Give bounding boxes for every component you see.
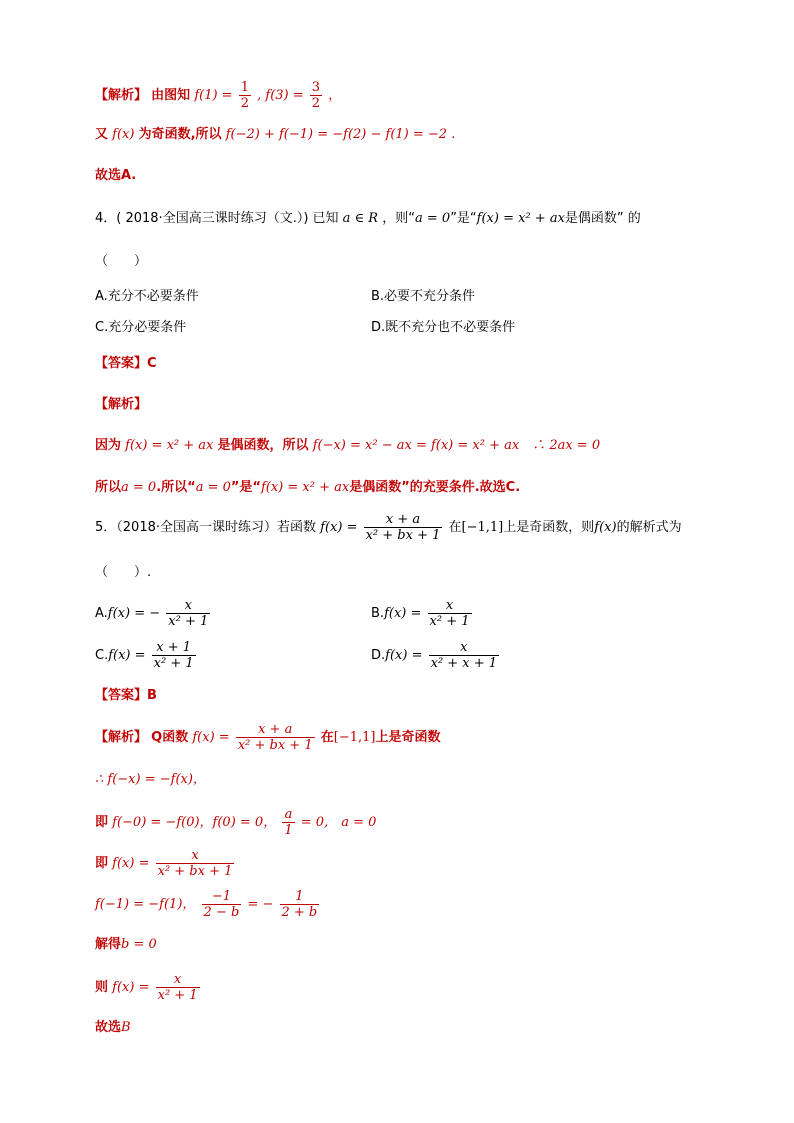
- q5-answer: 【答案】B: [95, 688, 157, 703]
- q5-option-b: B.f(x) = $\frac{x}{\text{x² + 1}}$: [371, 598, 470, 629]
- sol3-equation: f(−2) + f(−1) = −f(2) − f(1) = −2: [225, 127, 448, 142]
- q5-sol-choose: 故选B: [95, 1020, 131, 1035]
- sol3-line2: 又 f(x) 为奇函数,所以 f(−2) + f(−1) = −f(2) − f(1) = −2 .: [95, 127, 456, 142]
- q4-option-a: A.充分不必要条件: [95, 289, 199, 304]
- q5-stem: 5．（2018·全国高一课时练习）若函数 f(x) = $\frac{x + a}{\text{x² + bx + 1}}$ 在[−1,1]上是奇函数，则f(x)的解析式为: [95, 512, 682, 543]
- q5-option-a: A.f(x) = − $\frac{x}{\text{x² + 1}}$: [95, 598, 209, 629]
- q4-paren: （ ）: [95, 254, 148, 269]
- q4-option-b: B.必要不充分条件: [371, 289, 476, 304]
- q5-paren: （ ）.: [95, 565, 152, 580]
- q5-sol-line1: 【解析】 Q函数 f(x) = $\frac{x + a}{\text{x² + bx + 1}}$ 在[−1,1]上是奇函数: [95, 722, 441, 753]
- fraction-three-half: $\frac{3}{2}$: [311, 80, 321, 111]
- q5-sol-line2: ∴ f(−x) = −f(x)，: [95, 772, 206, 787]
- q5-option-c: C.f(x) = $\frac{x + 1}{\text{x² + 1}}$: [95, 640, 194, 671]
- fraction-one-half: $\frac{1}{2}$: [240, 80, 249, 111]
- q5-fraction: $\frac{x + a}{\text{x² + bx + 1}}$: [365, 512, 441, 543]
- q4-analysis-label: 【解析】: [95, 397, 148, 412]
- q4-stem: 4．( 2018·全国高三课时练习（文.）) 已知 a ∈ R ，则“a = 0”是“f(x) = x² + ax是偶函数” 的: [95, 211, 641, 226]
- sol3-line1: 【解析】 由图知 f(1) = $\frac{1}{2}$ , f(3) = $\frac{3}{2}$ ，: [95, 80, 342, 111]
- q5-sol-line5: f(−1) = −f(1)， $\frac{-1}{2 - b}$ = − $\frac{1}{2 + b}$: [95, 889, 318, 920]
- q4-answer: 【答案】C: [95, 356, 157, 371]
- q5-sol-line4: 即 f(x) = $\frac{x}{\text{x² + bx + 1}}$: [95, 848, 233, 879]
- sol3-choose: 故选A.: [95, 168, 137, 183]
- q5-sol-line7: 则 f(x) = $\frac{x}{\text{x² + 1}}$: [95, 972, 198, 1003]
- q5-sol-line6: 解得b = 0: [95, 937, 157, 952]
- q5-sol-line3: 即 f(−0) = −f(0)，f(0) = 0， $\frac{a}{1}$ = 0, a = 0: [95, 807, 377, 838]
- sol3-math-f1: f(1) =: [194, 88, 233, 103]
- sol3-text: 由图知: [151, 88, 191, 103]
- q4-option-c: C.充分必要条件: [95, 320, 187, 335]
- q4-sol-line1: 因为 f(x) = x² + ax 是偶函数，所以 f(−x) = x² − ax = f(x) = x² + ax ∴ 2ax = 0: [95, 438, 601, 453]
- q4-sol-line2: 所以a = 0.所以“a = 0”是“f(x) = x² + ax是偶函数”的充要条件.故选C.: [95, 480, 521, 495]
- q4-option-d: D.既不充分也不必要条件: [371, 320, 516, 335]
- q5-option-d: D.f(x) = $\frac{x}{\text{x² + x + 1}}$: [371, 640, 498, 671]
- sol3-math-f3: , f(3) =: [257, 88, 304, 103]
- analysis-label: 【解析】: [95, 88, 148, 103]
